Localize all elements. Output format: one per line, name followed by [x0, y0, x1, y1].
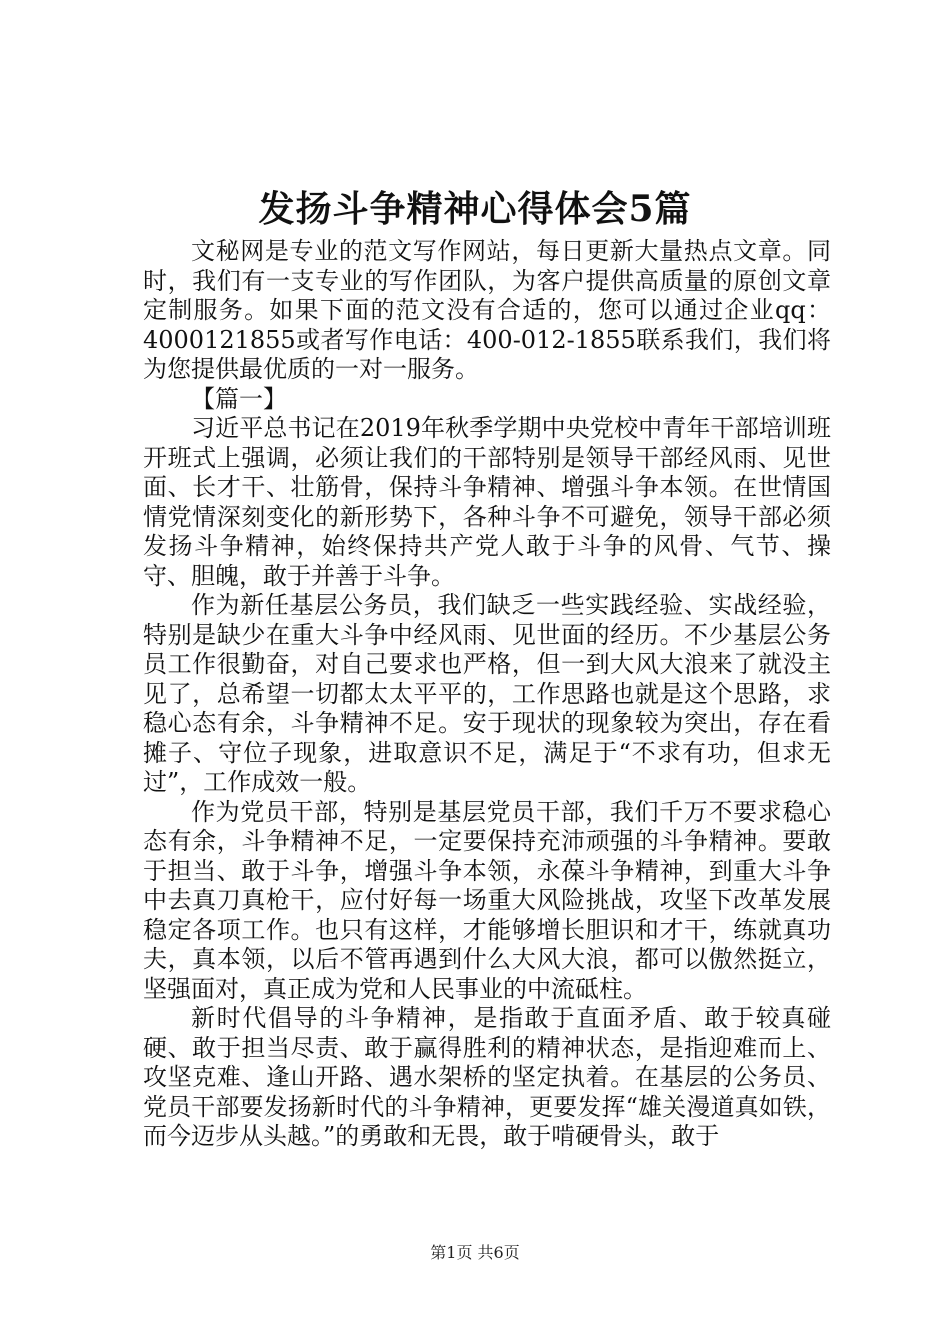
body-paragraph: 习近平总书记在2019年秋季学期中央党校中青年干部培训班开班式上强调，必须让我们的干部特别是领导干部经风雨、见世面、长才干、壮筋骨，保持斗争精神、增强斗争本领。在世情国情党情深刻变化的新形势下，各种斗争不可避免，领导干部必须发扬斗争精神，始终保持共产党人敢于斗争的风骨、气节、操守、胆魄，敢于并善于斗争。 [143, 414, 831, 590]
document-body [143, 237, 831, 1152]
body-paragraph: 新时代倡导的斗争精神，是指敢于直面矛盾、敢于较真碰硬、敢于担当尽责、敢于赢得胜利的精神状态，是指迎难而上、攻坚克难、逢山开路、遇水架桥的坚定执着。在基层的公务员、党员干部要发扬新时代的斗争精神，更要发挥“雄关漫道真如铁，而今迈步从头越。”的勇敢和无畏，敢于啃硬骨头，敢于 [143, 1004, 831, 1150]
section-heading: 【篇一】 [191, 384, 287, 413]
document-title: 发扬斗争精神心得体会5篇 [258, 188, 692, 230]
page-footer: 第1页 共6页 [430, 1243, 520, 1262]
body-paragraph: 作为新任基层公务员，我们缺乏一些实践经验、实战经验，特别是缺少在重大斗争中经风雨、见世面的经历。不少基层公务员工作很勤奋，对自己要求也严格，但一到大风大浪来了就没主见了，总希望一切都太太平平的，工作思路也就是这个思路，求稳心态有余，斗争精神不足。安于现状的现象较为突出，存在看摊子、守位子现象，进取意识不足，满足于“不求有功，但求无过”，工作成效一般。 [143, 591, 831, 796]
body-paragraph: 作为党员干部，特别是基层党员干部，我们千万不要求稳心态有余，斗争精神不足，一定要保持充沛顽强的斗争精神。要敢于担当、敢于斗争，增强斗争本领，永葆斗争精神，到重大斗争中去真刀真枪干，应付好每一场重大风险挑战，攻坚下改革发展稳定各项工作。也只有这样，才能够增长胆识和才干，练就真功夫，真本领，以后不管再遇到什么大风大浪，都可以傲然挺立，坚强面对，真正成为党和人民事业的中流砥柱。 [143, 797, 831, 1003]
intro-paragraph: 文秘网是专业的范文写作网站，每日更新大量热点文章。同时，我们有一支专业的写作团队，为客户提供高质量的原创文章定制服务。如果下面的范文没有合适的，您可以通过企业qq：4000121855或者写作电话：400-012-1855联系我们，我们将为您提供最优质的一对一服务。 [143, 237, 831, 383]
